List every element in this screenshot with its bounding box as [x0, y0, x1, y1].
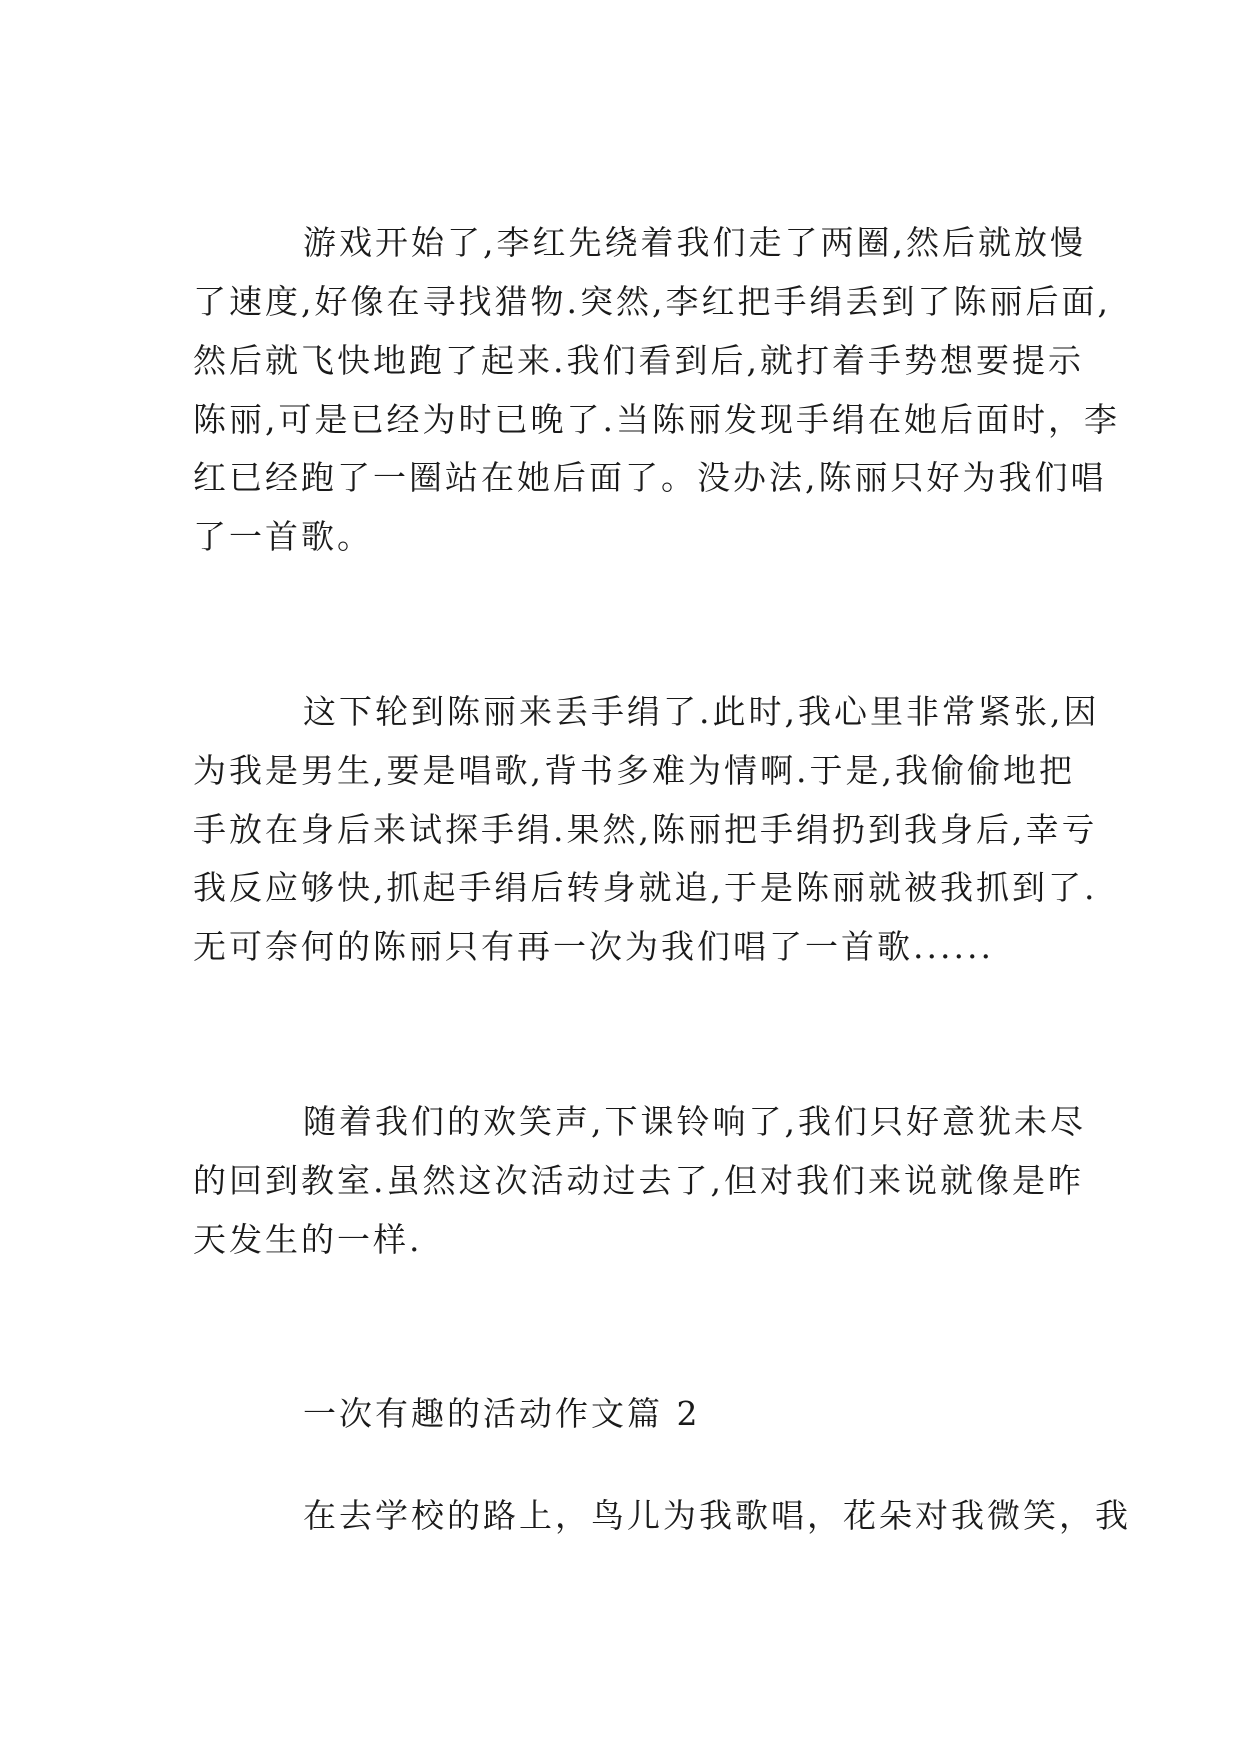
paragraph-1-line-1: 游戏开始了,李红先绕着我们走了两圈,然后就放慢 [303, 223, 1086, 262]
paragraph-2-line-1: 这下轮到陈丽来丢手绢了.此时,我心里非常紧张,因 [303, 692, 1100, 731]
paragraph-3-line-1: 随着我们的欢笑声,下课铃响了,我们只好意犹未尽 [303, 1102, 1086, 1141]
paragraph-4-line-1: 在去学校的路上，鸟儿为我歌唱，花朵对我微笑，我 [303, 1496, 1131, 1535]
paragraph-2-line-2: 为我是男生,要是唱歌,背书多难为情啊.于是,我偷偷地把 [193, 751, 1075, 790]
paragraph-1-line-4: 陈丽,可是已经为时已晚了.当陈丽发现手绢在她后面时，李 [193, 400, 1120, 439]
section-title: 一次有趣的活动作文篇 2 [303, 1394, 701, 1433]
paragraph-2-line-3: 手放在身后来试探手绢.果然,陈丽把手绢扔到我身后,幸亏 [193, 810, 1098, 849]
paragraph-3-line-3: 天发生的一样. [193, 1220, 423, 1259]
paragraph-1-line-5: 红已经跑了一圈站在她后面了。没办法,陈丽只好为我们唱 [193, 458, 1107, 497]
paragraph-1-line-2: 了速度,好像在寻找猎物.突然,李红把手绢丢到了陈丽后面, [193, 282, 1111, 321]
paragraph-1-line-6: 了一首歌。 [193, 517, 373, 556]
paragraph-1-line-3: 然后就飞快地跑了起来.我们看到后,就打着手势想要提示 [193, 341, 1084, 380]
paragraph-3-line-2: 的回到教室.虽然这次活动过去了,但对我们来说就像是昨 [193, 1161, 1084, 1200]
paragraph-2-line-4: 我反应够快,抓起手绢后转身就追,于是陈丽就被我抓到了. [193, 868, 1098, 907]
paragraph-2-line-5: 无可奈何的陈丽只有再一次为我们唱了一首歌...... [193, 927, 994, 966]
